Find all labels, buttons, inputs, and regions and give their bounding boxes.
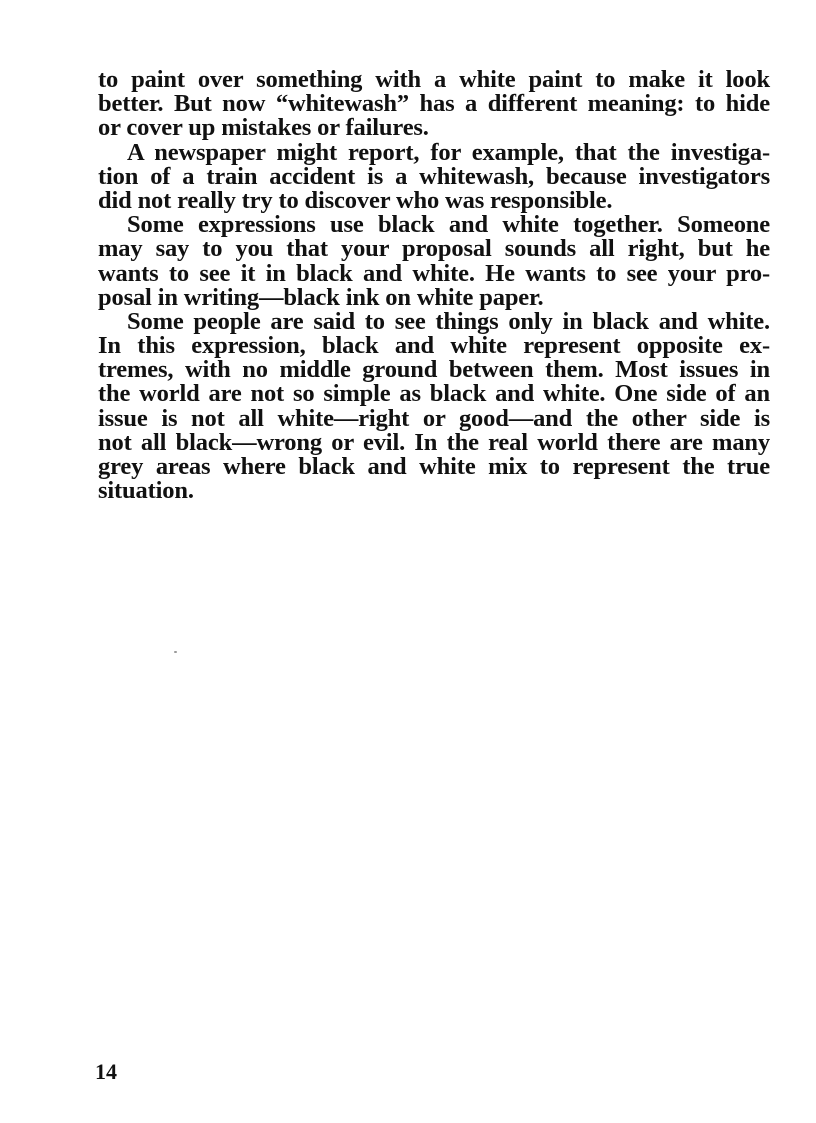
text-line: posal in writing—black ink on white paper. xyxy=(98,283,544,311)
text-line: Some people are said to see things only in black and white. xyxy=(127,307,770,335)
text-line: may say to you that your proposal sounds all right, but he xyxy=(98,235,770,263)
scan-speck xyxy=(174,651,177,653)
text-line: Some expressions use black and white together. Someone xyxy=(127,211,770,239)
text-line: better. But now “whitewash” has a different meaning: to hide xyxy=(98,90,770,118)
text-line: the world are not so simple as black and white. One side of an xyxy=(98,380,770,408)
text-line: tremes, with no middle ground between them. Most issues in xyxy=(98,356,770,384)
body-text xyxy=(98,68,770,503)
text-line: tion of a train accident is a whitewash, because investigators xyxy=(98,162,770,190)
text-line: In this expression, black and white represent opposite ex- xyxy=(98,332,770,360)
text-line: to paint over something with a white paint to make it look xyxy=(98,66,770,93)
text-line: grey areas where black and white mix to represent the true xyxy=(98,453,770,480)
text-line: issue is not all white—right or good—and the other side is xyxy=(98,404,770,432)
text-line: not all black—wrong or evil. In the real world there are many xyxy=(98,428,770,456)
text-line: wants to see it in black and white. He wants to see your pro- xyxy=(98,259,770,287)
text-line: A newspaper might report, for example, that the investiga- xyxy=(127,138,770,166)
text-line: or cover up mistakes or failures. xyxy=(98,114,429,142)
text-line: situation. xyxy=(98,477,194,505)
text-line: did not really try to discover who was responsible. xyxy=(98,186,613,214)
page-number: 14 xyxy=(95,1059,117,1084)
